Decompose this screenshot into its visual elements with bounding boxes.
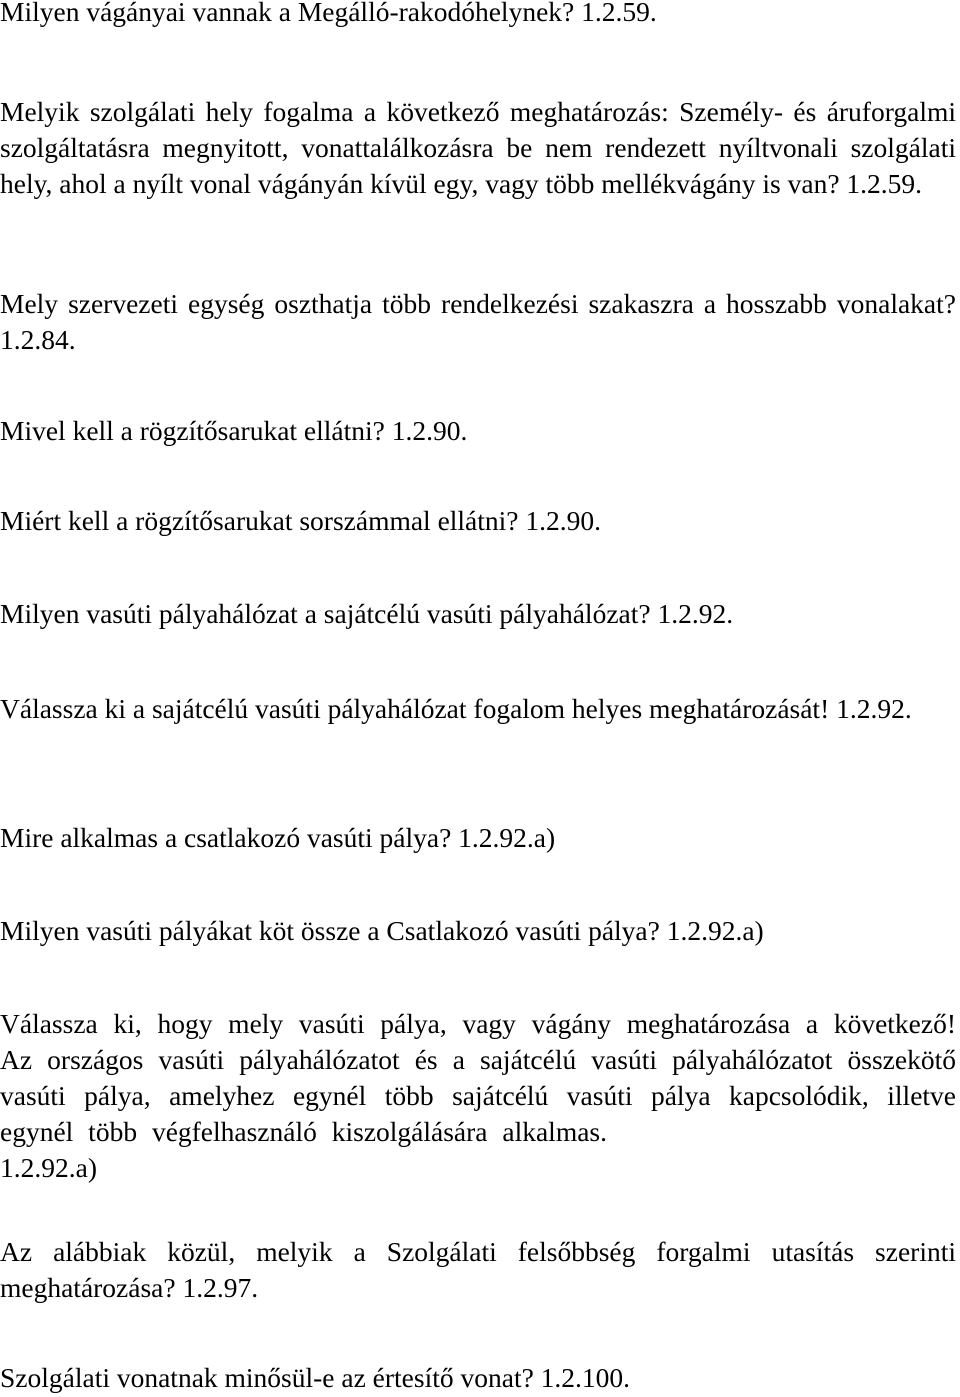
question-11-text: Az alábbiak közül, melyik a Szolgálati felsőbbség forgalmi utasítás szerinti meghatározása? 1.2.97. [0, 1236, 956, 1303]
question-2 [0, 94, 960, 202]
question-10-plain-text: Az országos vasúti pályahálózatot és a sajátcélú vasúti pályahálózatot összekötő vasúti pálya, amelyhez egynél több sajátcélú vasúti pálya kapcsolódik, illetve egynél több végfelhasználó kiszolgálására alkalmas. [0, 1044, 956, 1147]
question-6-text: Milyen vasúti pályahálózat a sajátcélú vasúti pályahálózat? 1.2.92. [0, 598, 734, 629]
question-12-text: Szolgálati vonatnak minősül-e az értesítő vonat? 1.2.100. [0, 1362, 631, 1393]
question-4 [0, 413, 960, 449]
question-1 [0, 0, 960, 30]
question-12 [0, 1360, 960, 1396]
question-9 [0, 913, 960, 949]
question-3 [0, 286, 960, 358]
question-7 [0, 691, 960, 727]
question-6 [0, 596, 960, 632]
question-10-reference: 1.2.92.a) [0, 1152, 97, 1183]
question-2-text: Melyik szolgálati hely fogalma a következő meghatározás: Személy- és áruforgalmi szolgáltatásra megnyitott, vonattalálkozásra be nem rendezett nyíltvonali szolgálati hely, ahol a nyílt vonal vágányán kívül egy, vagy több mellékvágány is van? 1.2.59. [0, 96, 956, 199]
question-3-text: Mely szervezeti egység oszthatja több rendelkezési szakaszra a hosszabb vonalakat? 1.2.84. [0, 288, 956, 355]
question-8 [0, 820, 960, 856]
question-11 [0, 1234, 960, 1306]
question-4-text: Mivel kell a rögzítősarukat ellátni? 1.2.90. [0, 415, 468, 446]
question-10-bold-text: Válassza ki, hogy mely vasúti pálya, vagy vágány meghatározása a következő! [0, 1008, 956, 1039]
question-7-text: Válassza ki a sajátcélú vasúti pályahálózat fogalom helyes meghatározását! 1.2.92. [0, 693, 912, 724]
question-8-text: Mire alkalmas a csatlakozó vasúti pálya? 1.2.92.a) [0, 822, 556, 853]
question-1-text: Milyen vágányai vannak a Megálló-rakodóhelynek? 1.2.59. [0, 0, 657, 27]
question-10 [0, 1006, 960, 1186]
question-5 [0, 503, 960, 539]
question-9-text: Milyen vasúti pályákat köt össze a Csatlakozó vasúti pálya? 1.2.92.a) [0, 915, 764, 946]
question-5-text: Miért kell a rögzítősarukat sorszámmal ellátni? 1.2.90. [0, 505, 601, 536]
